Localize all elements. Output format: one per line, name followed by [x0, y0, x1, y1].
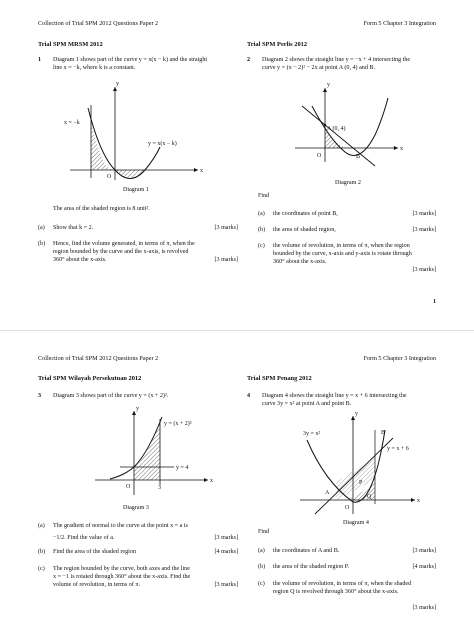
q4-part-a-label: (a)	[258, 548, 265, 554]
diagram-1-curve-label: y = x(x − k)	[148, 141, 177, 147]
diagram-1	[60, 75, 210, 185]
diagram-3-x-label: x	[210, 478, 213, 484]
diagram-4-region-p-label: P	[359, 480, 363, 486]
q3-section-title: Trial SPM Wilayah Persekutuan 2012	[38, 375, 142, 382]
q1-part-b-line3: 360° about the x-axis.	[53, 257, 107, 264]
q2-stem-line1: Diagram 2 shows the straight line y = −x + 4 intersecting the	[262, 57, 411, 63]
diagram-3-line-label: y = 4	[176, 465, 189, 471]
diagram-3	[90, 405, 220, 500]
q2-part-c-line1: the volume of revolution, in terms of π, when the region	[273, 243, 410, 249]
diagram-3-origin-label: O	[126, 484, 131, 490]
diagram-1-caption: Diagram 1	[123, 187, 149, 193]
q3-part-b-marks: [4 marks]	[214, 549, 238, 555]
q2-part-b-line: the area of shaded region,	[273, 227, 336, 233]
diagram-2-x-label: x	[400, 146, 403, 152]
q2-part-c-line2: bounded by the curve, x-axis and y-axis is rotate through	[273, 251, 412, 258]
diagram-2-caption: Diagram 2	[335, 180, 361, 186]
q3-part-c-line3: volume of revolution, in terms of π.	[53, 582, 141, 589]
q1-stem-line1: Diagram 1 shows part of the curve y = x(x − k) and the straight	[53, 57, 208, 63]
diagram-2	[290, 80, 410, 170]
q4-part-a-marks: [3 marks]	[412, 548, 436, 554]
q2-part-c-marks: [3 marks]	[412, 267, 436, 273]
diagram-4-caption: Diagram 4	[343, 520, 369, 526]
diagram-2-point-b-label: B	[356, 154, 361, 160]
q4-part-c-line2: region Q is revolved through 360° about the x-axis.	[273, 589, 399, 596]
diagram-1-line-label: x = −k	[64, 120, 80, 126]
diagram-4-origin-label: O	[345, 505, 350, 511]
q4-part-b-marks: [4 marks]	[412, 564, 436, 570]
diagram-1-y-label: y	[116, 81, 119, 87]
q3-part-b-line: Find the area of the shaded region	[53, 549, 136, 555]
diagram-4-y-label: y	[355, 411, 358, 417]
q4-stem-line1: Diagram 4 shows the straight line y = x + 6 intersecting the	[262, 393, 407, 399]
diagram-4-line-label: y = x + 6	[387, 446, 409, 452]
diagram-3-y-label: y	[136, 406, 139, 412]
diagram-1-x-label: x	[200, 168, 203, 174]
q1-part-b-label: (b)	[38, 241, 46, 247]
diagram-4	[295, 410, 425, 520]
q2-part-a-label: (a)	[258, 211, 265, 217]
q2-section-title: Trial SPM Perlis 2012	[247, 41, 308, 48]
diagram-3-caption: Diagram 3	[123, 505, 149, 511]
diagram-4-x-label: x	[417, 498, 420, 504]
diagram-2-line	[302, 106, 375, 166]
q4-part-b-label: (b)	[258, 564, 266, 570]
q2-part-a-marks: [3 marks]	[412, 211, 436, 217]
diagram-2-curve	[312, 98, 388, 156]
q3-part-a-marks: [3 marks]	[214, 535, 238, 541]
q3-part-a-line1: The gradient of normal to the curve at the point x = a is	[53, 523, 188, 529]
q3-part-b-label: (b)	[38, 549, 46, 555]
q1-part-b-marks: [3 marks]	[214, 257, 238, 263]
page2-header-right: Form 5 Chapter 3 Integration	[363, 355, 436, 362]
q3-number: 3	[38, 393, 42, 399]
q4-part-c-line1: the volume of revolution, in terms of π, when the shaded	[273, 581, 412, 587]
page1-header-left: Collection of Trial SPM 2012 Questions Paper 2	[38, 20, 159, 27]
q1-stem-line2: line x = −k, where k is a constant.	[53, 65, 136, 72]
q1-info: The area of the shaded region is 8 unit².	[53, 206, 150, 212]
q4-section-title: Trial SPM Penang 2012	[247, 375, 312, 382]
q1-part-b-line2: region bounded by the curve and the x-axis, is revolved	[53, 249, 189, 256]
q4-number: 4	[247, 393, 251, 399]
q1-section-title: Trial SPM MRSM 2012	[38, 41, 103, 48]
q3-part-c-line1: The region bounded by the curve, both axes and the line	[53, 566, 190, 572]
q4-part-c-marks: [3 marks]	[412, 605, 436, 611]
q3-part-a-label: (a)	[38, 523, 45, 529]
q1-part-b-line1: Hence, find the volume generated, in terms of π, when the	[53, 241, 195, 247]
q2-part-a-line: the coordinates of point B,	[273, 211, 338, 217]
diagram-2-origin-label: O	[317, 153, 322, 159]
page2-header-left: Collection of Trial SPM 2012 Questions Paper 2	[38, 355, 159, 362]
q2-find: Find	[258, 193, 270, 199]
page1-header-right: Form 5 Chapter 3 Integration	[363, 20, 436, 27]
q2-part-b-marks: [3 marks]	[412, 227, 436, 233]
q3-part-c-line2: x = −1 is rotated through 360° about the x-axis. Find the	[53, 574, 191, 581]
page1-number: 1	[432, 299, 436, 305]
page-divider	[0, 330, 474, 331]
diagram-4-point-a-label: A	[325, 490, 330, 496]
q4-find: Find	[258, 529, 270, 535]
diagram-1-origin-label: O	[107, 174, 112, 180]
q3-part-c-marks: [3 marks]	[214, 582, 238, 588]
q4-part-a-line: the coordinates of A and B.	[273, 548, 340, 554]
q4-part-c-label: (c)	[258, 581, 265, 587]
q2-number: 2	[247, 57, 251, 63]
q2-part-b-label: (b)	[258, 227, 266, 233]
q1-part-a-marks: [3 marks]	[214, 225, 238, 231]
diagram-2-point-a-label: A (0, 4)	[327, 126, 346, 132]
q2-stem-line2: curve y = (x − 2)² − 2x at point A (0, 4) and B.	[262, 65, 376, 72]
q3-part-c-label: (c)	[38, 566, 45, 572]
q2-part-c-label: (c)	[258, 243, 265, 249]
q4-part-b-line: the area of the shaded region P.	[273, 564, 349, 570]
diagram-4-region-q-label: Q	[367, 494, 372, 500]
q1-number: 1	[38, 57, 42, 63]
q3-stem-line1: Diagram 3 shows part of the curve y = (x + 2)².	[53, 393, 169, 399]
diagram-2-y-label: y	[327, 82, 330, 88]
diagram-4-curve-label: 3y = x²	[303, 431, 321, 437]
diagram-3-x-tick-label: 3	[158, 485, 161, 491]
diagram-3-curve-label: y = (x + 2)²	[164, 421, 192, 427]
q1-part-a-label: (a)	[38, 225, 45, 231]
q1-part-a-line: Show that k = 2.	[53, 225, 94, 231]
q3-part-a-line2: −1/2. Find the value of a.	[53, 535, 115, 542]
diagram-4-point-b-label: B	[381, 430, 386, 436]
q4-stem-line2: curve 3y = x² at point A and point B.	[262, 401, 352, 408]
q2-part-c-line3: 360° about the x-axis.	[273, 259, 327, 266]
